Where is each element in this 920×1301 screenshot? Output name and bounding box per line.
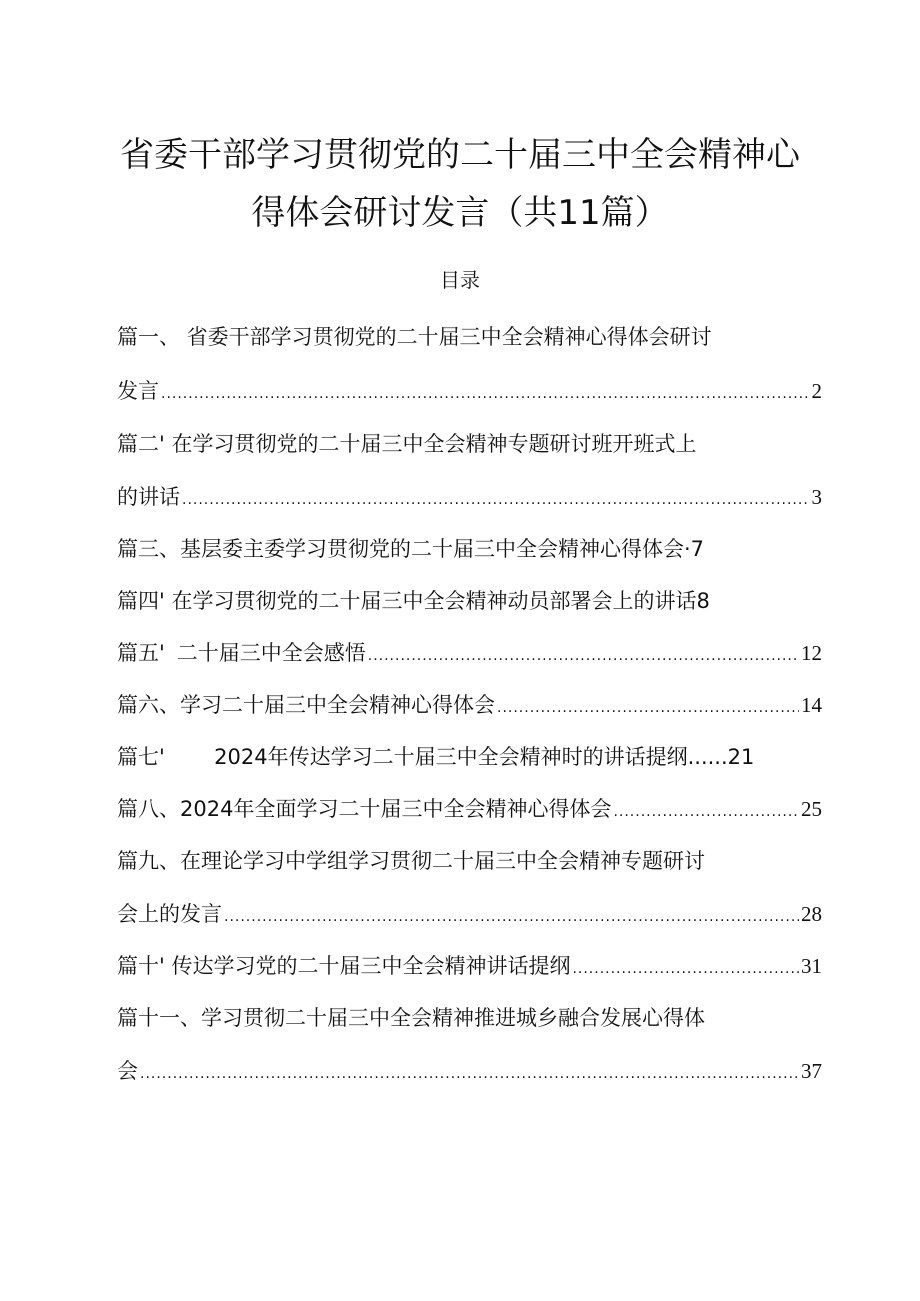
toc-entry-11-line-1[interactable] [117, 1001, 822, 1035]
title-line-1: 省委干部学习贯彻党的二十届三中全会精神心 [120, 135, 800, 175]
page-number: 37 [801, 1059, 822, 1083]
toc-entry-prefix: 篇五' [117, 641, 165, 665]
toc-entry-5[interactable] [117, 636, 822, 670]
page-number: 31 [801, 954, 822, 978]
toc-entry-10[interactable] [117, 949, 822, 983]
toc-entry-text: 发言 [117, 379, 159, 403]
page-number: 25 [801, 797, 822, 821]
toc-entry-text: 会上的发言 [117, 902, 222, 926]
toc-entry-text: 篇六、学习二十届三中全会精神心得体会 [117, 693, 495, 717]
toc-entry-text: 二十届三中全会感悟 [176, 641, 366, 665]
toc-entry-1-line-2[interactable] [117, 374, 822, 408]
leader-dots [224, 900, 799, 934]
toc-entry-text: 篇八、2024年全面学习二十届三中全会精神心得体会 [117, 797, 612, 821]
leader-dots [572, 952, 799, 986]
leader-dots [161, 377, 810, 411]
leader-dots [497, 691, 799, 725]
toc-entry-text: 篇一、 省委干部学习贯彻党的二十届三中全会精神心得体会研讨 [117, 325, 712, 349]
page-number: 28 [801, 902, 822, 926]
toc-heading: 目录 [440, 268, 480, 292]
toc-entry-text: 篇二' 在学习贯彻党的二十届三中全会精神专题研讨班开班式上 [117, 432, 697, 456]
page-number: 2 [811, 379, 822, 403]
toc-entry-11-line-2[interactable] [117, 1054, 822, 1088]
page-number: 14 [801, 693, 822, 717]
leader-dots [368, 639, 799, 673]
toc-entry-7[interactable] [117, 740, 822, 774]
toc-entry-2-line-2[interactable] [117, 480, 822, 514]
toc-entry-text: 篇四' 在学习贯彻党的二十届三中全会精神动员部署会上的讲话8 [117, 589, 710, 613]
toc-entry-9-line-2[interactable] [117, 897, 822, 931]
document-title [100, 126, 820, 242]
toc-entry-text: 会 [117, 1059, 138, 1083]
toc-entry-6[interactable] [117, 688, 822, 722]
title-line-2: 得体会研讨发言（共11篇） [251, 193, 669, 233]
toc-entry-1-line-1[interactable] [117, 320, 822, 354]
toc-entry-4[interactable] [117, 584, 822, 618]
toc-entry-text: 2024年传达学习二十届三中全会精神时的讲话提纲......21 [214, 745, 755, 769]
toc-entry-8[interactable] [117, 792, 822, 826]
toc-entry-text: 的讲话 [117, 485, 180, 509]
toc-entry-2-line-1[interactable] [117, 427, 822, 461]
toc-entry-9-line-1[interactable] [117, 844, 822, 878]
page-number: 3 [811, 485, 822, 509]
toc-entry-text: 篇九、在理论学习中学组学习贯彻二十届三中全会精神专题研讨 [117, 849, 705, 873]
toc-entry-3[interactable] [117, 532, 822, 566]
leader-dots [613, 795, 799, 829]
leader-dots [140, 1057, 799, 1091]
toc-entry-prefix: 篇七' [117, 745, 165, 769]
page-number: 12 [801, 641, 822, 665]
toc-entry-text: 篇十' 传达学习党的二十届三中全会精神讲话提纲 [117, 954, 571, 978]
leader-dots [182, 483, 810, 517]
toc-entry-text: 篇三、基层委主委学习贯彻党的二十届三中全会精神心得体会·7 [117, 537, 705, 561]
toc-entry-text: 篇十一、学习贯彻二十届三中全会精神推进城乡融合发展心得体 [117, 1006, 705, 1030]
